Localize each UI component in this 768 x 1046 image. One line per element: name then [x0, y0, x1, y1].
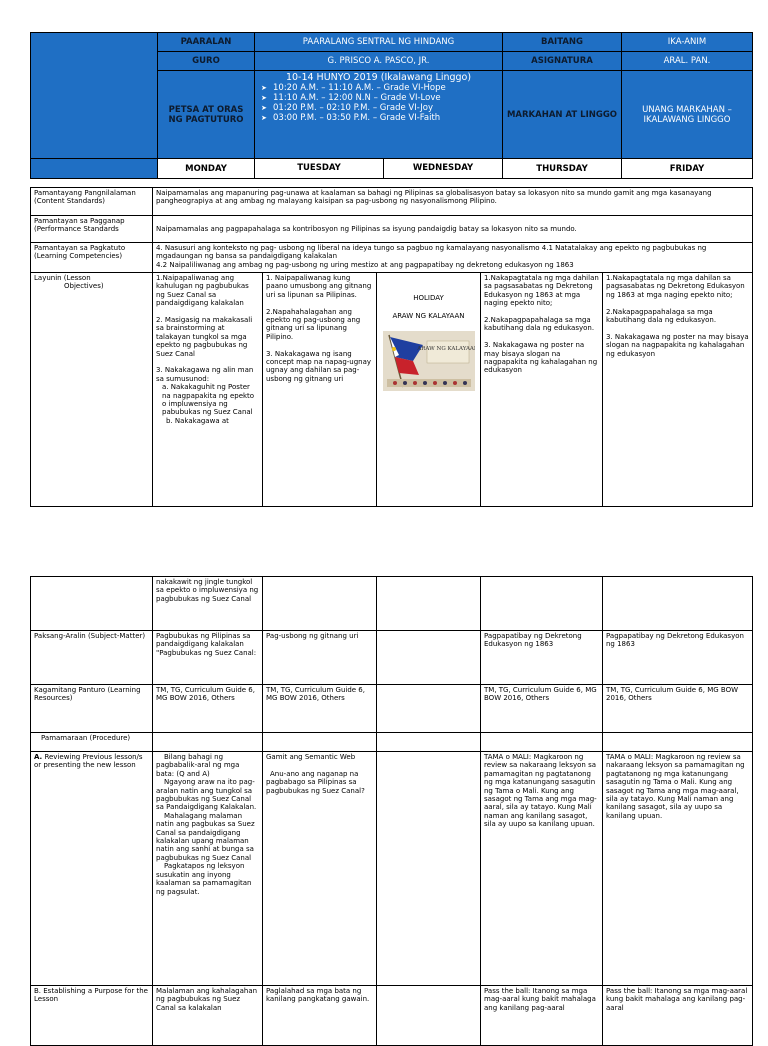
date-title: 10-14 HUNYO 2019 (Ikalawang Linggo) — [285, 72, 472, 83]
competency-value — [153, 243, 753, 273]
banner-text: ARAW NG KALAYAAN — [416, 345, 475, 352]
friday-purpose: Pass the ball: Itanong sa mga mag-aaral kung bakit mahalaga ang kanilang pag-aaral — [603, 986, 753, 1046]
objectives-label-line: Objectives) — [64, 282, 104, 291]
cell-empty — [153, 733, 263, 752]
schedule-list — [259, 83, 498, 123]
monday-review — [153, 752, 263, 986]
review-label — [31, 752, 153, 986]
tuesday-subject: Pag-usbong ng gitnang uri — [263, 631, 377, 685]
competency-label: Pamantayan sa Pagkatuto (Learning Competencies) — [31, 243, 153, 273]
objective-item: 1. Naipapaliwanag kung paano umusbong ang gitnang uri sa lipunan sa Pilipinas. — [266, 274, 372, 299]
quarter-value: UNANG MARKAHAN – IKALAWANG LINGGO — [622, 71, 753, 159]
tuesday-purpose: Paglalahad sa mga bata ng kanilang pangkatang gawain. — [263, 986, 377, 1046]
teacher-label: GURO — [158, 52, 255, 71]
friday-subject: Pagpapatibay ng Dekretong Edukasyon ng 1863 — [603, 631, 753, 685]
subject-label: ASIGNATURA — [503, 52, 622, 71]
grade-label: BAITANG — [503, 33, 622, 52]
review-item: Bilang bahagi ng pagbabalik-aral ng mga bata: (Q and A) — [156, 753, 240, 778]
purpose-label: B. Establishing a Purpose for the Lesson — [31, 986, 153, 1046]
cell-empty — [377, 685, 481, 733]
objective-item: a. Nakakaguhit ng Poster na nagpapakita ng epekto o impluwensiya ng pabubukas ng Suez Canal — [162, 383, 255, 417]
cell-empty — [377, 577, 481, 631]
day-friday: FRIDAY — [622, 159, 753, 179]
cell-empty — [377, 631, 481, 685]
objective-item: 3. Nakakagawa ng poster na may bisaya slogan na nagpapakita ng kahalagahan ng edukasyon — [484, 341, 598, 375]
subject-matter-label: Paksang-Aralin (Subject-Matter) — [31, 631, 153, 685]
independence-day-image — [383, 331, 475, 391]
tuesday-review — [263, 752, 377, 986]
cell-empty — [603, 733, 753, 752]
flag-banner-icon — [383, 331, 475, 391]
review-item: Ngayong araw na ito pag-aralan natin ang tungkol sa pagbubukas ng Suez Canal sa Pandaigdigang Kalakalan. — [156, 778, 257, 812]
objectives-label-line: Layunin (Lesson — [34, 274, 91, 282]
monday-resources: TM, TG, Curriculum Guide 6, MG BOW 2016, Others — [153, 685, 263, 733]
review-label-prefix: A. — [34, 753, 43, 761]
monday-objectives — [153, 273, 263, 507]
objective-item: 3. Nakakagawa ng poster na may bisaya slogan na nagpapakita ng kahalagahan ng edukasyon — [606, 332, 749, 358]
cell-empty — [263, 733, 377, 752]
wednesday-holiday — [377, 273, 481, 507]
objective-item: 3. Nakakagawa ng alin man sa sumusunod: — [156, 366, 254, 383]
monday-purpose: Malalaman ang kahalagahan ng pagbubukas ng Suez Canal sa kalakalan — [153, 986, 263, 1046]
day-thursday: THURSDAY — [503, 159, 622, 179]
thursday-subject: Pagpapatibay ng Dekretong Edukasyon ng 1863 — [481, 631, 603, 685]
holiday-name: ARAW NG KALAYAAN — [392, 312, 465, 321]
cell-empty — [377, 733, 481, 752]
continued-label — [31, 577, 153, 631]
competency-line-2: 4.2 Naipaliliwanag ang ambag ng pag-usbong ng uring mestizo at ang pagpapatibay ng dekretong edukasyon ng 1863 — [156, 260, 574, 269]
review-label-text: Reviewing Previous lesson/s or presenting the new lesson — [34, 753, 143, 770]
cell-empty — [481, 577, 603, 631]
objective-item: 1.Nakapagtatala ng mga dahilan sa pagsasabatas ng Dekretong Edukasyon ng 1863 at mga naging epekto nito; — [484, 274, 599, 308]
friday-resources: TM, TG, Curriculum Guide 6, MG BOW 2016, Others — [603, 685, 753, 733]
schedule-item: ➤ 10:20 A.M. – 11:10 A.M. – Grade VI-Hope — [273, 83, 498, 93]
quarter-label: MARKAHAN AT LINGGO — [503, 71, 622, 159]
thursday-resources: TM, TG, Curriculum Guide 6, MG BOW 2016, Others — [481, 685, 603, 733]
day-tuesday: TUESDAY — [255, 159, 384, 178]
objective-item: 2.Nakapagpapahalaga sa mga kabutihang dala ng edukasyon. — [606, 307, 717, 325]
resources-label: Kagamitang Panturo (Learning Resources) — [31, 685, 153, 733]
schedule-item: ➤ 03:00 P.M. – 03:50 P.M. – Grade VI-Faith — [273, 113, 498, 123]
perf-std-label: Pamantayan sa Pagganap (Performance Standards — [31, 216, 153, 243]
tuesday-objectives — [263, 273, 377, 507]
cell-empty — [377, 752, 481, 986]
lesson-table-page1 — [30, 187, 753, 507]
thursday-purpose: Pass the ball: Itanong sa mga mag-aaral kung bakit mahalaga ang kanilang pag-aaral — [481, 986, 603, 1046]
review-item: Mahalagang malaman natin ang pagbukas sa Suez Canal sa pandaigdigang kalakalan upang malaman natin ang sanhi at bunga sa pagbubukas ng Suez Canal — [156, 811, 255, 862]
thursday-objectives — [481, 273, 603, 507]
day-monday: MONDAY — [158, 159, 255, 179]
grade-value: IKA-ANIM — [622, 33, 753, 52]
monday-objective-continued: nakakawit ng jingle tungkol sa epekto o impluwensiya ng pagbubukas ng Suez Canal — [153, 577, 263, 631]
objective-item: b. Nakakagawa at — [166, 416, 229, 425]
perf-std-value: Naipamamalas ang pagpapahalaga sa kontribosyon ng Pilipinas sa isyung pandaigdig batay sa lokasyon nito sa mundo. — [153, 216, 753, 243]
holiday-label: HOLIDAY — [413, 294, 444, 302]
objective-item: 3. Nakakagawa ng isang concept map na napag-ugnay ugnay ang dahilan sa pag-usbong ng gitnang uri — [266, 349, 372, 383]
schedule-item: ➤ 01:20 P.M. – 02:10 P.M. – Grade VI-Joy — [273, 103, 498, 113]
day-tue-wed — [255, 159, 503, 179]
cell-empty — [263, 577, 377, 631]
lesson-table-page2 — [30, 576, 753, 1046]
review-item: Pagkatapos ng leksyon susukatin ang inyong kaalaman sa pamamagitan ng pagsulat. — [156, 862, 252, 896]
review-item: Gamit ang Semantic Web — [266, 753, 356, 761]
objective-item: 2. Masigasig na makakasali sa brainstorming at talakayan tungkol sa mga epekto ng pagbubukas ng Suez Canal — [156, 316, 253, 358]
content-std-value: Naipamamalas ang mapanuring pag-unawa at kaalaman sa bahagi ng Pilipinas sa globalisasyon batay sa lokasyon nito sa mundo gamit ang mga kasanayang pangheograpiya at ang ambag ng malayang kaisipan sa pag-usbong ng nasyonalismong Pilipino. — [153, 188, 753, 216]
date-schedule — [255, 71, 503, 159]
objective-item: 2.Napahahalagahan ang epekto ng pag-usbong ang gitnang uri sa lipunang Pilipino. — [266, 307, 361, 341]
schedule-item: ➤ 11:10 A.M. – 12:00 N.N – Grade VI-Love — [273, 93, 498, 103]
competency-line-1: 4. Nasusuri ang konteksto ng pag- usbong ng liberal na ideya tungo sa pagbuo ng kamalayang nasyonalismo 4.1 Natatalakay ang epekto ng pagbubukas ng mgadaungan ng bansa sa pandaigdigang kalakalan — [156, 244, 707, 261]
content-std-label: Pamantayang Pangnilalaman (Content Standards) — [31, 188, 153, 216]
objectives-label — [31, 273, 153, 507]
header-blank-cell — [31, 33, 158, 159]
day-row-blank — [31, 159, 158, 179]
header-table — [30, 32, 753, 179]
date-label: PETSA AT ORAS NG PAGTUTURO — [158, 71, 255, 159]
objective-item: 2.Nakapagpapahalaga sa mga kabutihang dala ng edukasyon. — [484, 316, 595, 333]
thursday-review: TAMA o MALI: Magkaroon ng review sa nakaraang leksyon sa pamamagitan ng pagtatanong ng mga katanungang sasagutin ng Tama o Mali. Kung ang sasagot ng Tama ang mga mag-aaral, sila ay tatayo. Kung Mali naman ang kanilang sasagot, sila ay uupo sa kanilang upuan. — [481, 752, 603, 986]
friday-review: TAMA o MALI: Magkaroon ng review sa nakaraang leksyon sa pamamagitan ng pagtatanong ng mga katanungang sasagutin ng Tama o Mali. Kung ang sasagot ng Tama ang mga mag-aaral, sila ay tatayo. Kung Mali naman ang kanilang sasagot, sila ay uupo sa kanilang upuan. — [603, 752, 753, 986]
objective-item: 1.Nakapagtatala ng mga dahilan sa pagsasabatas ng Dekretong Edukasyon ng 1863 at mga naging epekto nito; — [606, 274, 745, 299]
school-value: PAARALANG SENTRAL NG HINDANG — [255, 33, 503, 52]
friday-objectives — [603, 273, 753, 507]
subject-value: ARAL. PAN. — [622, 52, 753, 71]
monday-subject: Pagbubukas ng Pilipinas sa pandaigdigang kalakalan "Pagbubukas ng Suez Canal: — [153, 631, 263, 685]
tuesday-resources: TM, TG, Curriculum Guide 6, MG BOW 2016, Others — [263, 685, 377, 733]
objective-item: 1.Naipapaliwanag ang kahulugan ng pagbubukas ng Suez Canal sa pandaigdigang kalakalan — [156, 274, 249, 308]
cell-empty — [377, 986, 481, 1046]
procedure-label: Pamamaraan (Procedure) — [31, 733, 153, 752]
teacher-value: G. PRISCO A. PASCO, JR. — [255, 52, 503, 71]
cell-empty — [603, 577, 753, 631]
cell-empty — [481, 733, 603, 752]
review-item: Anu-ano ang naganap na pagbabago sa Pilipinas sa pagbubukas ng Suez Canal? — [266, 769, 365, 795]
school-label: PAARALAN — [158, 33, 255, 52]
day-wednesday: WEDNESDAY — [412, 163, 474, 173]
